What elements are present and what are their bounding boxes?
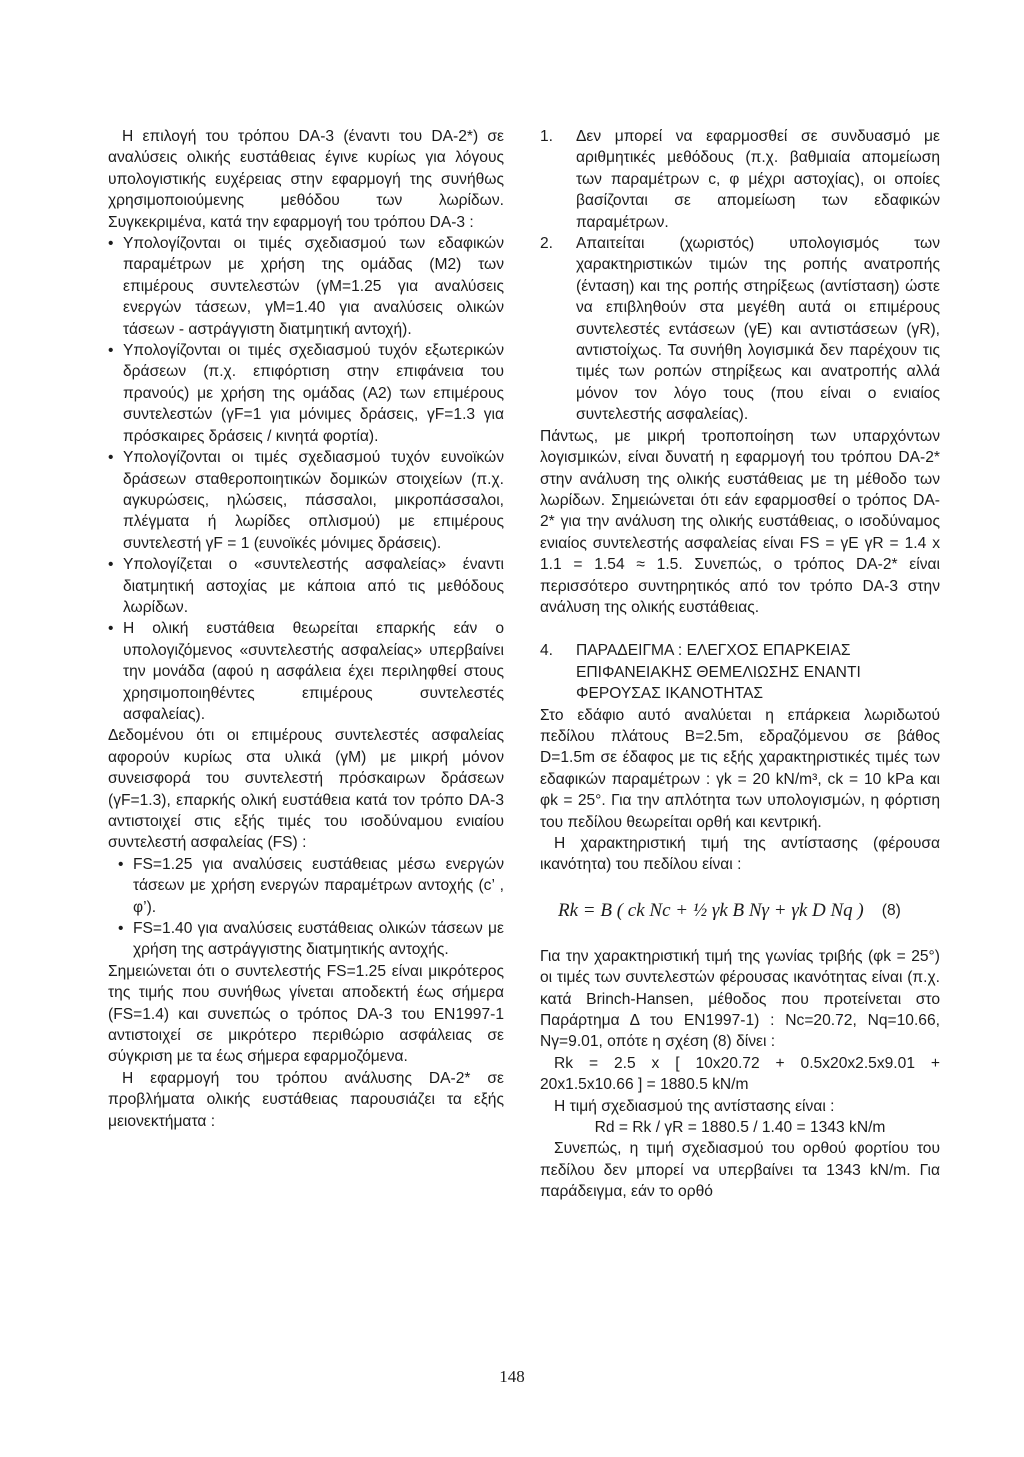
- however-paragraph: Πάντως, με μικρή τροποποίηση των υπαρχόντων λογισμικών, είναι δυνατή η εφαρμογή του τρόπου DA-2* στην ανάλυση της ολικής ευστάθειας με τη μέθοδο των λωρίδων. Σημειώνεται ότι εάν εφαρμοσθεί ο τρόπος DA-2* για την ανάλυση της ολικής ευστάθειας, ο ισοδύναμος ενιαίος συντελεστής ασφαλείας είναι FS = γE γR = 1.4 x 1.1 = 1.54 ≈ 1.5. Συνεπώς, ο τρόπος DA-2* είναι περισσότερο συντηρητικός από τον τρόπο DA-3 στην ανάλυση της ολικής ευστάθειας.: [540, 427, 940, 616]
- list-item: • Υπολογίζονται οι τιμές σχεδιασμού τυχόν εξωτερικών δράσεων (π.χ. επιφόρτιση στην επιφάνεια του πρανούς) με χρήση της ομάδας (A2) των επιμέρους συντελεστών (γF=1 για μόνιμες δράσεις, γF=1.3 για πρόσκαιρες δράσεις / κινητά φορτία).: [108, 340, 504, 447]
- section-title: ΠΑΡΑΔΕΙΓΜΑ : ΕΛΕΓΧΟΣ ΕΠΑΡΚΕΙΑΣ ΕΠΙΦΑΝΕΙΑΚΗΣ ΘΕΜΕΛΙΩΣΗΣ ΕΝΑΝΤΙ ΦΕΡΟΥΣΑΣ ΙΚΑΝΟΤΗΤΑΣ: [576, 642, 861, 703]
- item-text: Απαιτείται (χωριστός) υπολογισμός των χαρακτηριστικών τιμών της ροπής ανατροπής (ένταση) και της ροπής στηρίξεως (αντίσταση) ώστε να επιβληθούν στα μεγέθη αυτά οι επιμέρους συντελεστές εντάσεων (γE) και αντιστάσεων (γR), αντιστοίχως. Τα συνήθη λογισμικά δεν παρέχουν τις τιμές των ροπών στηρίξεως και ανατροπής αλλά μόνον τον λόγο τους (που είναι ο ενιαίος συντελεστής ασφαλείας).: [576, 235, 940, 424]
- rk-calculation: Rk = 2.5 x [ 10x20.72 + 0.5x20x2.5x9.01 + 20x1.5x10.66 ] = 1880.5 kN/m: [540, 1054, 940, 1094]
- list-item: • FS=1.40 για αναλύσεις ευστάθειας ολικών τάσεων με χρήση της αστράγγιστης διατμητικής αντοχής.: [118, 918, 504, 961]
- list-item: • FS=1.25 για αναλύσεις ευστάθειας μέσω ενεργών τάσεων με χρήση ενεργών παραμέτρων αντοχής (c’ , φ’).: [118, 854, 504, 918]
- left-column: [108, 126, 504, 1132]
- item-number: 2.: [540, 235, 554, 253]
- procedure-list: [108, 233, 504, 725]
- list-item: • Υπολογίζονται οι τιμές σχεδιασμού τυχόν ευνοϊκών δράσεων σταθεροποιητικών δομικών στοιχείων (π.χ. αγκυρώσεις, ηλώσεις, πάσσαλοι, μικροπάσσαλοι, πλέγματα ή λωρίδες οπλισμού) με επιμέρους συντελεστή γF = 1 (ευνοϊκές μόνιμες δράσεις).: [108, 447, 504, 554]
- section-number: 4.: [540, 642, 554, 660]
- item-text: Δεν μπορεί να εφαρμοσθεί σε συνδυασμό με αριθμητικές μεθόδους (π.χ. βαθμιαία απομείωση των παραμέτρων c, φ μέχρι αστοχίας), οι οποίες βασίζονται σε απομείωση των εδαφικών παραμέτρων.: [576, 128, 940, 231]
- final-paragraph: Συνεπώς, η τιμή σχεδιασμού του ορθού φορτίου του πεδίλου δεν μπορεί να υπερβαίνει τα 1343 kN/m. Για παράδειγμα, εάν το ορθό: [540, 1140, 940, 1201]
- list-item: [540, 126, 940, 233]
- safety-factor-paragraph: Δεδομένου ότι οι επιμέρους συντελεστές ασφαλείας αφορούν κυρίως στα υλικά (γM) με μικρή μόνον συνεισφορά του συντελεστή πρόσκαιρων δράσεων (γF=1.3), επαρκής ολική ευστάθεια κατά τον τρόπο DA-3 αντιστοιχεί στις εξής τιμές του ισοδύναμου ενιαίου συντελεστή ασφαλείας (FS) :: [108, 727, 504, 852]
- soil-paragraph: Στο εδάφιο αυτό αναλύεται η επάρκεια λωριδωτού πεδίλου πλάτους B=2.5m, εδραζόμενου σε βάθος D=1.5m σε έδαφος με τις εξής χαρακτηριστικές τιμές των εδαφικών παραμέτρων : γk = 20 kN/m³, ck = 10 kPa και φk = 25°. Για την απλότητα των υπολογισμών, η φόρτιση του πεδίλου θεωρείται ορθή και κεντρική.: [540, 706, 940, 831]
- list-item: [540, 233, 940, 426]
- friction-paragraph: Για την χαρακτηριστική τιμή της γωνίας τριβής (φk = 25°) οι τιμές των συντελεστών φέρουσας ικανότητας είναι (π.χ. κατά Brinch-Hansen, μέθοδος που προτείνεται στο Παράρτημα Δ του EN1997-1) : Nc=20.72, Nq=10.66, Nγ=9.01, οπότε η σχέση (8) δίνει :: [540, 947, 940, 1051]
- list-item: • Υπολογίζονται οι τιμές σχεδιασμού των εδαφικών παραμέτρων με χρήση της ομάδας (M2) των επιμέρους συντελεστών (γM=1.25 για αναλύσεις ενεργών τάσεων, γM=1.40 για αναλύσεις ολικών τάσεων - αστράγγιστη διατμητική αντοχή).: [108, 233, 504, 340]
- section-heading: [540, 640, 940, 704]
- intro-paragraph: Η επιλογή του τρόπου DA-3 (έναντι του DA-2*) σε αναλύσεις ολικής ευστάθειας έγινε κυρίως για λόγους υπολογιστικής ευχέρειας στην εφαρμογή της συνήθως χρησιμοποιούμενης μεθόδου των λωρίδων. Συγκεκριμένα, κατά την εφαρμογή του τρόπου DA-3 :: [108, 128, 504, 231]
- list-item: • Υπολογίζεται ο «συντελεστής ασφαλείας» έναντι διατμητική αστοχίας με κάποια από τις μεθόδους λωρίδων.: [108, 554, 504, 618]
- formula-expression: Rk = B ( ck Nc + ½ γk B Nγ + γk D Nq ): [558, 900, 864, 922]
- rd-calculation: Rd = Rk / γR = 1880.5 / 1.40 = 1343 kN/m: [594, 1119, 886, 1137]
- bearing-capacity-formula: [540, 876, 940, 946]
- da2-paragraph: Η εφαρμογή του τρόπου ανάλυσης DA-2* σε προβλήματα ολικής ευστάθειας παρουσιάζει τα εξής μειονεκτήματα :: [108, 1069, 504, 1130]
- fs-list: [108, 854, 504, 961]
- design-value-paragraph: Η τιμή σχεδιασμού της αντίστασης είναι :: [554, 1097, 835, 1115]
- char-value-paragraph: Η χαρακτηριστική τιμή της αντίστασης (φέρουσα ικανότητα) του πεδίλου είναι :: [540, 835, 940, 874]
- item-number: 1.: [540, 128, 554, 145]
- drawbacks-list: [540, 126, 940, 426]
- page-number: 148: [499, 1367, 525, 1386]
- note-paragraph: Σημειώνεται ότι ο συντελεστής FS=1.25 είναι μικρότερος της τιμής που συνήθως γίνεται αποδεκτή έως σήμερα (FS=1.4) και συνεπώς ο τρόπος DA-3 του EN1997-1 αντιστοιχεί σε μικρότερο περιθώριο ασφάλειας σε σύγκριση με τα έως σήμερα εφαρμοζόμενα.: [108, 962, 504, 1066]
- right-column: [540, 126, 940, 1203]
- equation-number: (8): [881, 902, 901, 920]
- list-item: • Η ολική ευστάθεια θεωρείται επαρκής εάν ο υπολογιζόμενος «συντελεστής ασφαλείας» υπερβαίνει την μονάδα (αφού η ασφάλεια έχει περιληφθεί στους χρησιμοποιηθέντες επιμέρους συντελεστές ασφαλείας).: [108, 618, 504, 725]
